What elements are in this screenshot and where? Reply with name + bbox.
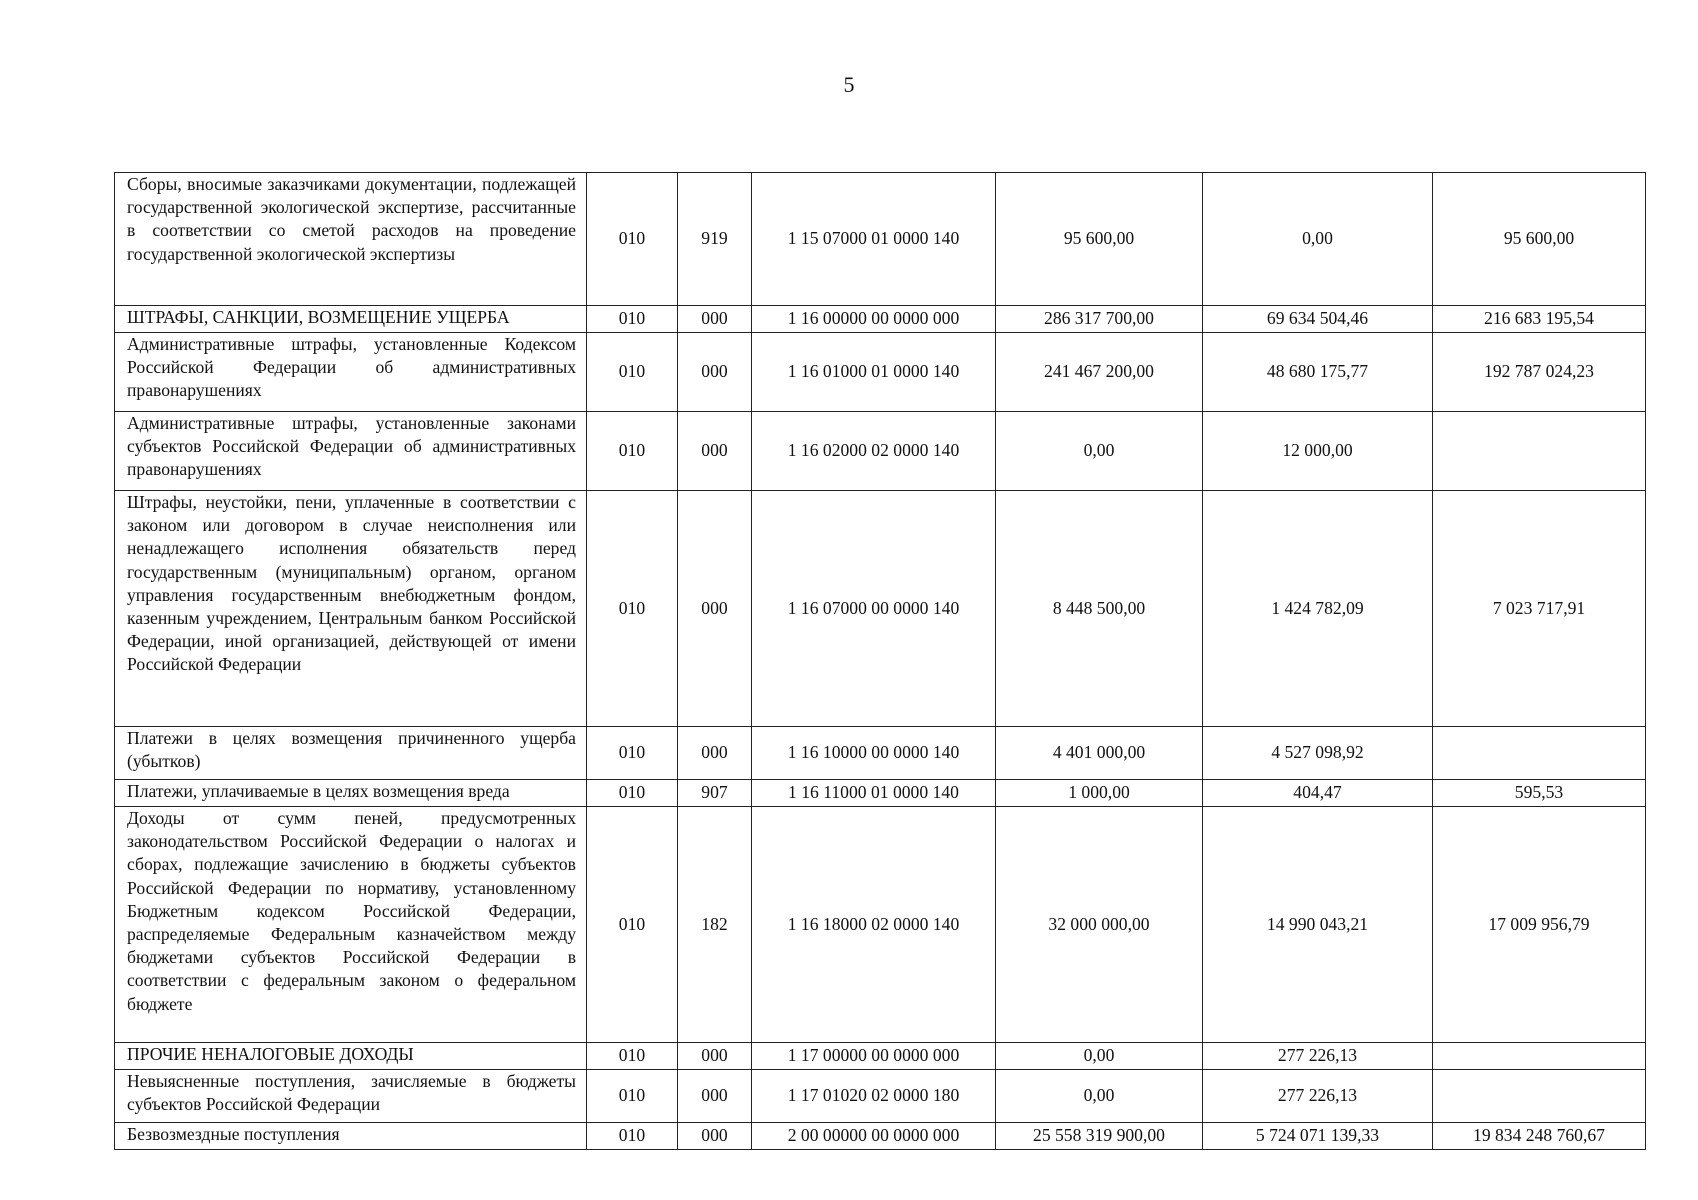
row-actual: 0,00 <box>1203 173 1433 306</box>
table-row <box>115 1070 1646 1123</box>
row-kbk: 1 16 00000 00 0000 000 <box>752 306 996 333</box>
row-actual: 12 000,00 <box>1203 412 1433 491</box>
row-kbk: 1 16 02000 02 0000 140 <box>752 412 996 491</box>
row-plan: 286 317 700,00 <box>996 306 1203 333</box>
table-row <box>115 780 1646 807</box>
row-plan: 25 558 319 900,00 <box>996 1123 1203 1150</box>
row-remainder: 7 023 717,91 <box>1433 491 1646 727</box>
row-remainder: 17 009 956,79 <box>1433 807 1646 1043</box>
row-code1: 010 <box>587 1070 678 1123</box>
row-plan: 8 448 500,00 <box>996 491 1203 727</box>
row-description: Безвозмездные поступления <box>115 1123 587 1150</box>
table-row <box>115 1123 1646 1150</box>
row-plan: 95 600,00 <box>996 173 1203 306</box>
row-code1: 010 <box>587 333 678 412</box>
row-code2: 919 <box>678 173 752 306</box>
row-description: Платежи в целях возмещения причиненного ущерба (убытков) <box>115 727 587 780</box>
row-description: ШТРАФЫ, САНКЦИИ, ВОЗМЕЩЕНИЕ УЩЕРБА <box>115 306 587 333</box>
row-description: Административные штрафы, установленные законами субъектов Российской Федерации об административных правонарушениях <box>115 412 587 491</box>
row-remainder: 595,53 <box>1433 780 1646 807</box>
row-remainder: 95 600,00 <box>1433 173 1646 306</box>
table-row <box>115 491 1646 727</box>
row-code2: 000 <box>678 412 752 491</box>
row-kbk: 1 16 01000 01 0000 140 <box>752 333 996 412</box>
row-code2: 000 <box>678 333 752 412</box>
row-actual: 5 724 071 139,33 <box>1203 1123 1433 1150</box>
row-remainder <box>1433 412 1646 491</box>
row-plan: 1 000,00 <box>996 780 1203 807</box>
row-code1: 010 <box>587 491 678 727</box>
row-code2: 000 <box>678 306 752 333</box>
row-code1: 010 <box>587 412 678 491</box>
table-row <box>115 412 1646 491</box>
row-code2: 000 <box>678 491 752 727</box>
row-kbk: 1 17 01020 02 0000 180 <box>752 1070 996 1123</box>
row-code1: 010 <box>587 807 678 1043</box>
row-actual: 48 680 175,77 <box>1203 333 1433 412</box>
row-plan: 4 401 000,00 <box>996 727 1203 780</box>
row-remainder <box>1433 727 1646 780</box>
row-actual: 69 634 504,46 <box>1203 306 1433 333</box>
row-code2: 907 <box>678 780 752 807</box>
row-remainder: 192 787 024,23 <box>1433 333 1646 412</box>
budget-revenue-table <box>114 172 1646 1150</box>
row-description: Невыясненные поступления, зачисляемые в бюджеты субъектов Российской Федерации <box>115 1070 587 1123</box>
row-actual: 14 990 043,21 <box>1203 807 1433 1043</box>
row-remainder <box>1433 1070 1646 1123</box>
row-code2: 000 <box>678 1123 752 1150</box>
row-kbk: 1 16 10000 00 0000 140 <box>752 727 996 780</box>
row-description: Платежи, уплачиваемые в целях возмещения вреда <box>115 780 587 807</box>
row-actual: 1 424 782,09 <box>1203 491 1433 727</box>
row-plan: 32 000 000,00 <box>996 807 1203 1043</box>
row-kbk: 1 16 18000 02 0000 140 <box>752 807 996 1043</box>
row-code1: 010 <box>587 727 678 780</box>
row-remainder: 216 683 195,54 <box>1433 306 1646 333</box>
row-description: Доходы от сумм пеней, предусмотренных законодательством Российской Федерации о налогах и сборах, подлежащие зачислению в бюджеты субъектов Российской Федерации по нормативу, установленному Бюджетным кодексом Российской Федерации, распределяемые Федеральным казначейством между бюджетами субъектов Российской Федерации в соответствии с федеральным законом о федеральном бюджете <box>115 807 587 1043</box>
table-row <box>115 727 1646 780</box>
row-kbk: 1 15 07000 01 0000 140 <box>752 173 996 306</box>
row-code1: 010 <box>587 173 678 306</box>
row-kbk: 1 16 11000 01 0000 140 <box>752 780 996 807</box>
row-remainder <box>1433 1043 1646 1070</box>
table-row <box>115 807 1646 1043</box>
row-code2: 182 <box>678 807 752 1043</box>
page-number: 5 <box>843 72 855 97</box>
row-actual: 277 226,13 <box>1203 1043 1433 1070</box>
row-code1: 010 <box>587 306 678 333</box>
row-plan: 0,00 <box>996 1070 1203 1123</box>
row-remainder: 19 834 248 760,67 <box>1433 1123 1646 1150</box>
table-row <box>115 333 1646 412</box>
row-kbk: 1 16 07000 00 0000 140 <box>752 491 996 727</box>
row-code1: 010 <box>587 1043 678 1070</box>
row-description: Штрафы, неустойки, пени, уплаченные в соответствии с законом или договором в случае неисполнения или ненадлежащего исполнения обязательств перед государственным (муниципальным) органом, органом управления государственным внебюджетным фондом, казенным учреждением, Центральным банком Российской Федерации, иной организацией, действующей от имени Российской Федерации <box>115 491 587 727</box>
row-actual: 404,47 <box>1203 780 1433 807</box>
row-code1: 010 <box>587 780 678 807</box>
row-description: Сборы, вносимые заказчиками документации, подлежащей государственной экологической экспертизе, рассчитанные в соответствии со сметой расходов на проведение государственной экологической экспертизы <box>115 173 587 306</box>
table-row <box>115 173 1646 306</box>
row-kbk: 2 00 00000 00 0000 000 <box>752 1123 996 1150</box>
table-row <box>115 1043 1646 1070</box>
row-code2: 000 <box>678 727 752 780</box>
row-description: ПРОЧИЕ НЕНАЛОГОВЫЕ ДОХОДЫ <box>115 1043 587 1070</box>
row-plan: 0,00 <box>996 1043 1203 1070</box>
row-actual: 4 527 098,92 <box>1203 727 1433 780</box>
row-code2: 000 <box>678 1043 752 1070</box>
row-plan: 0,00 <box>996 412 1203 491</box>
row-code2: 000 <box>678 1070 752 1123</box>
row-kbk: 1 17 00000 00 0000 000 <box>752 1043 996 1070</box>
row-description: Административные штрафы, установленные Кодексом Российской Федерации об административных правонарушениях <box>115 333 587 412</box>
row-plan: 241 467 200,00 <box>996 333 1203 412</box>
table-row <box>115 306 1646 333</box>
row-code1: 010 <box>587 1123 678 1150</box>
row-actual: 277 226,13 <box>1203 1070 1433 1123</box>
